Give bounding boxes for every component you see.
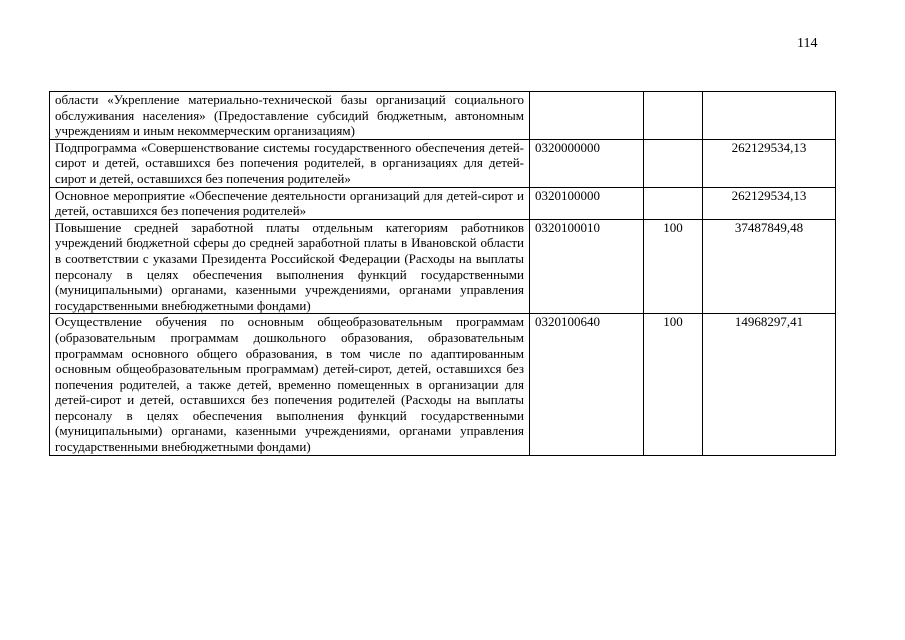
row-target-code: [530, 92, 644, 140]
row-target-code: 0320100000: [530, 187, 644, 219]
row-expense-type: [644, 187, 703, 219]
row-name: Осуществление обучения по основным общеобразовательным программам (образовательным программам дошкольного образования, образовательным программам основного общего образования, в том числе по адаптированным основным общеобразовательным программам) детей-сирот, детей, оставшихся без попечения родителей, а также детей, временно помещенных в организации для детей-сирот и детей, оставшихся без попечения родителей (Расходы на выплаты персоналу в целях обеспечения выполнения функций государственными (муниципальными) органами, казенными учреждениями, органами управления государственными внебюджетными фондами): [50, 314, 530, 455]
table-row: [50, 187, 836, 219]
row-expense-type: [644, 139, 703, 187]
row-amount: 262129534,13: [703, 139, 836, 187]
table-row: [50, 219, 836, 314]
row-amount: 37487849,48: [703, 219, 836, 314]
row-target-code: 0320000000: [530, 139, 644, 187]
page-number: 114: [797, 36, 818, 51]
row-expense-type: [644, 92, 703, 140]
row-name: Подпрограмма «Совершенствование системы государственного обеспечения детей-сирот и детей, оставшихся без попечения родителей, в организациях для детей-сирот и детей, оставшихся без попечения родителей»: [50, 139, 530, 187]
row-target-code: 0320100010: [530, 219, 644, 314]
row-amount: [703, 92, 836, 140]
budget-table: [49, 91, 836, 456]
row-name: области «Укрепление материально-технической базы организаций социального обслуживания населения» (Предоставление субсидий бюджетным, автономным учреждениям и иным некоммерческим организациям): [50, 92, 530, 140]
row-expense-type: 100: [644, 314, 703, 455]
row-name: Основное мероприятие «Обеспечение деятельности организаций для детей-сирот и детей, оставшихся без попечения родителей»: [50, 187, 530, 219]
row-expense-type: 100: [644, 219, 703, 314]
table-row: [50, 314, 836, 455]
table-row: [50, 92, 836, 140]
table-row: [50, 139, 836, 187]
row-amount: 14968297,41: [703, 314, 836, 455]
row-name: Повышение средней заработной платы отдельным категориям работников учреждений бюджетной сферы до средней заработной платы в Ивановской области в соответствии с указами Президента Российской Федерации (Расходы на выплаты персоналу в целях обеспечения выполнения функций государственными (муниципальными) органами, казенными учреждениями, органами управления государственными внебюджетными фондами): [50, 219, 530, 314]
row-amount: 262129534,13: [703, 187, 836, 219]
row-target-code: 0320100640: [530, 314, 644, 455]
